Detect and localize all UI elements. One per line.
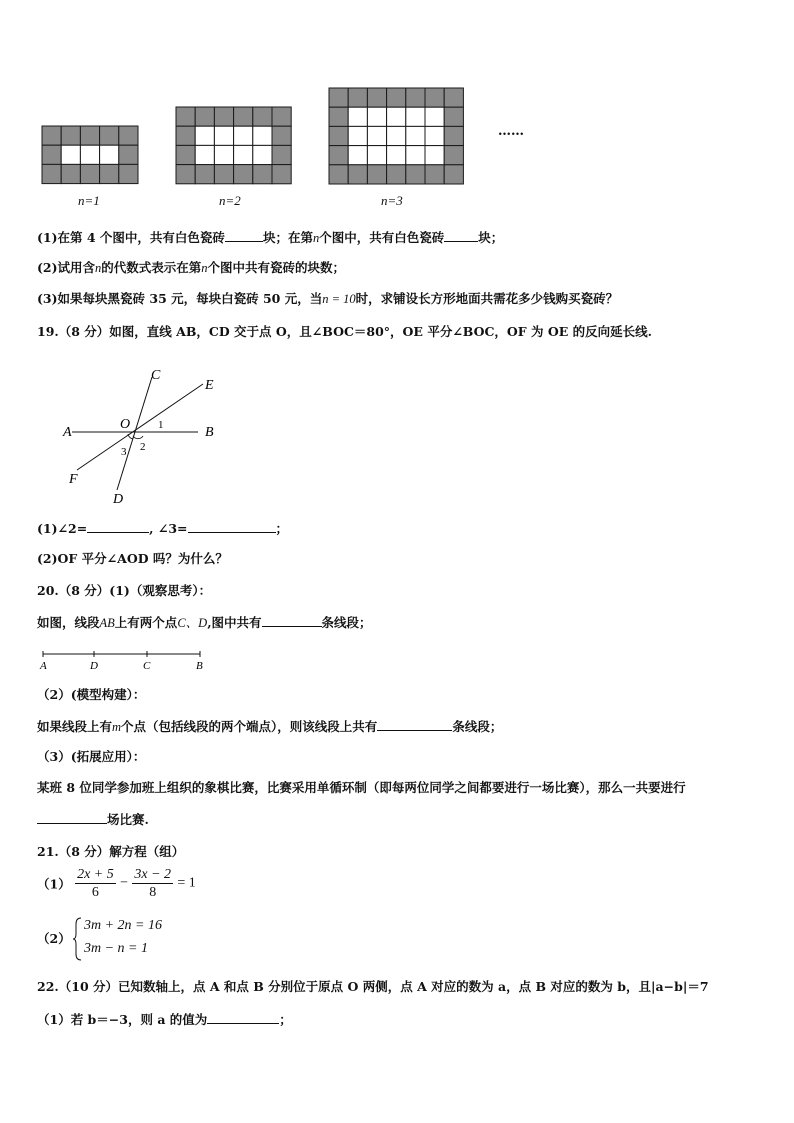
figure-ellipsis: ……	[498, 124, 524, 139]
white-tile	[253, 145, 272, 164]
label-angle-1: 1	[158, 419, 164, 431]
black-tile	[329, 146, 348, 165]
white-tile	[406, 146, 425, 165]
q20-segment-figure	[37, 646, 212, 672]
tile-figure-n2	[176, 107, 291, 184]
white-tile	[367, 126, 386, 145]
black-tile	[80, 126, 99, 145]
black-tile	[100, 164, 119, 183]
q20-part3-title: （3）(拓展应用）：	[37, 749, 146, 764]
q21-stem: 21.（8 分）解方程（组）	[37, 844, 185, 859]
q22-stem: 22.（10 分）已知数轴上，点 A 和点 B 分别位于原点 O 两侧，点 A 对应的数为 a，点 B 对应的数为 b，且|a−b|＝7	[37, 979, 709, 994]
black-tile	[387, 165, 406, 184]
q19-part2: (2)OF 平分∠AOD 吗？为什么？	[37, 551, 228, 566]
black-tile	[272, 107, 291, 126]
black-tile	[329, 107, 348, 126]
seg-label-C: C	[143, 660, 151, 672]
black-tile	[444, 165, 463, 184]
white-tile	[234, 126, 253, 145]
label-F: F	[69, 472, 78, 487]
black-tile	[119, 164, 138, 183]
seg-label-D: D	[90, 660, 98, 672]
white-tile	[367, 107, 386, 126]
black-tile	[253, 107, 272, 126]
black-tile	[367, 165, 386, 184]
label-A: A	[63, 425, 72, 440]
system-eq1: 3m + 2n = 16	[84, 918, 163, 933]
white-tile	[234, 145, 253, 164]
q20-part1: 如图，线段AB上有两个点C、D,图中共有 条线段；	[37, 615, 372, 630]
black-tile	[214, 165, 233, 184]
white-tile	[214, 145, 233, 164]
figure-label-n1: n=1	[78, 193, 100, 208]
label-angle-2: 2	[140, 441, 146, 453]
white-tile	[348, 126, 367, 145]
black-tile	[367, 88, 386, 107]
black-tile	[119, 126, 138, 145]
black-tile	[195, 107, 214, 126]
angle-arc-2	[133, 436, 143, 439]
black-tile	[61, 126, 80, 145]
white-tile	[425, 146, 444, 165]
black-tile	[234, 165, 253, 184]
black-tile	[348, 88, 367, 107]
white-tile	[195, 126, 214, 145]
q21-part1: （1） $\frac{2x + 5}{6}$ − $\frac{3x - 2}{8}$ = 1	[37, 867, 196, 900]
black-tile	[176, 145, 195, 164]
label-C: C	[151, 368, 161, 383]
black-tile	[329, 126, 348, 145]
label-angle-3: 3	[121, 446, 127, 458]
system-brace	[73, 916, 83, 962]
seg-label-A: A	[40, 660, 47, 672]
white-tile	[214, 126, 233, 145]
white-tile	[253, 126, 272, 145]
white-tile	[425, 126, 444, 145]
black-tile	[42, 145, 61, 164]
black-tile	[253, 165, 272, 184]
line-CD	[117, 377, 152, 490]
black-tile	[176, 165, 195, 184]
black-tile	[425, 165, 444, 184]
q18-part3: (3)如果每块黑瓷砖 35 元，每块白瓷砖 50 元，当n = 10时，求铺设长方形地面共需花多少钱购买瓷砖？	[37, 291, 619, 306]
white-tile	[61, 145, 80, 164]
white-tile	[406, 126, 425, 145]
black-tile	[272, 126, 291, 145]
q19-part1: (1)∠2= , ∠3= ；	[37, 521, 289, 536]
q22-part1: （1）若 b＝−3，则 a 的值为 ；	[37, 1012, 292, 1027]
figure-label-n3: n=3	[381, 193, 403, 208]
q20-stem: 20.（8 分）(1)（观察思考）：	[37, 583, 212, 598]
q18-part2: (2)试用含n的代数式表示在第n个图中共有瓷砖的块数；	[37, 260, 346, 275]
black-tile	[406, 165, 425, 184]
tile-figure-n1	[42, 126, 138, 184]
black-tile	[195, 165, 214, 184]
black-tile	[176, 126, 195, 145]
q21-part2-label: （2）	[37, 931, 71, 946]
black-tile	[119, 145, 138, 164]
system-eq2: 3m − n = 1	[84, 941, 149, 956]
label-O: O	[120, 417, 131, 432]
black-tile	[272, 165, 291, 184]
tile-figures	[0, 0, 794, 215]
label-D: D	[113, 492, 124, 507]
black-tile	[214, 107, 233, 126]
label-B: B	[205, 425, 214, 440]
answer-blank[interactable]	[188, 519, 276, 533]
answer-blank[interactable]	[207, 1010, 279, 1024]
white-tile	[387, 146, 406, 165]
black-tile	[425, 88, 444, 107]
tile-figure-n3	[329, 88, 463, 184]
white-tile	[348, 107, 367, 126]
q19-stem: 19.（8 分）如图，直线 AB，CD 交于点 O，且∠BOC＝80°，OE 平分∠BOC，OF 为 OE 的反向延长线.	[37, 324, 653, 339]
black-tile	[272, 145, 291, 164]
q20-part2-title: （2）(模型构建）：	[37, 687, 146, 702]
black-tile	[80, 164, 99, 183]
black-tile	[42, 126, 61, 145]
black-tile	[329, 165, 348, 184]
q18-part1: (1)在第 4 个图中，共有白色瓷砖 块；在第n个图中，共有白色瓷砖 块；	[37, 230, 504, 245]
white-tile	[348, 146, 367, 165]
fraction-2: $\frac{3x - 2}{8}$	[134, 867, 172, 900]
white-tile	[387, 126, 406, 145]
white-tile	[100, 145, 119, 164]
q19-angle-figure	[55, 362, 240, 510]
answer-blank[interactable]	[225, 228, 263, 242]
answer-blank[interactable]	[377, 717, 452, 731]
black-tile	[61, 164, 80, 183]
black-tile	[444, 126, 463, 145]
answer-blank[interactable]	[37, 810, 107, 824]
black-tile	[406, 88, 425, 107]
white-tile	[387, 107, 406, 126]
black-tile	[100, 126, 119, 145]
black-tile	[42, 164, 61, 183]
figure-label-n2: n=2	[219, 193, 241, 208]
answer-blank[interactable]	[87, 519, 149, 533]
black-tile	[444, 146, 463, 165]
seg-label-B: B	[196, 660, 203, 672]
answer-blank[interactable]	[262, 613, 322, 627]
q20-part3-line1: 某班 8 位同学参加班上组织的象棋比赛，比赛采用单循环制（即每两位同学之间都要进行一场比赛），那么一共要进行	[37, 780, 686, 795]
black-tile	[176, 107, 195, 126]
black-tile	[444, 107, 463, 126]
q20-part3-line2: 场比赛.	[37, 810, 149, 829]
black-tile	[329, 88, 348, 107]
white-tile	[406, 107, 425, 126]
q20-part2: 如果线段上有m个点（包括线段的两个端点），则该线段上共有 条线段；	[37, 719, 503, 734]
white-tile	[425, 107, 444, 126]
answer-blank[interactable]	[444, 228, 478, 242]
black-tile	[387, 88, 406, 107]
white-tile	[367, 146, 386, 165]
black-tile	[348, 165, 367, 184]
black-tile	[444, 88, 463, 107]
line-EF	[77, 384, 203, 470]
white-tile	[80, 145, 99, 164]
fraction-1: $\frac{2x + 5}{6}$	[77, 867, 114, 900]
label-E: E	[205, 378, 214, 393]
white-tile	[195, 145, 214, 164]
black-tile	[234, 107, 253, 126]
